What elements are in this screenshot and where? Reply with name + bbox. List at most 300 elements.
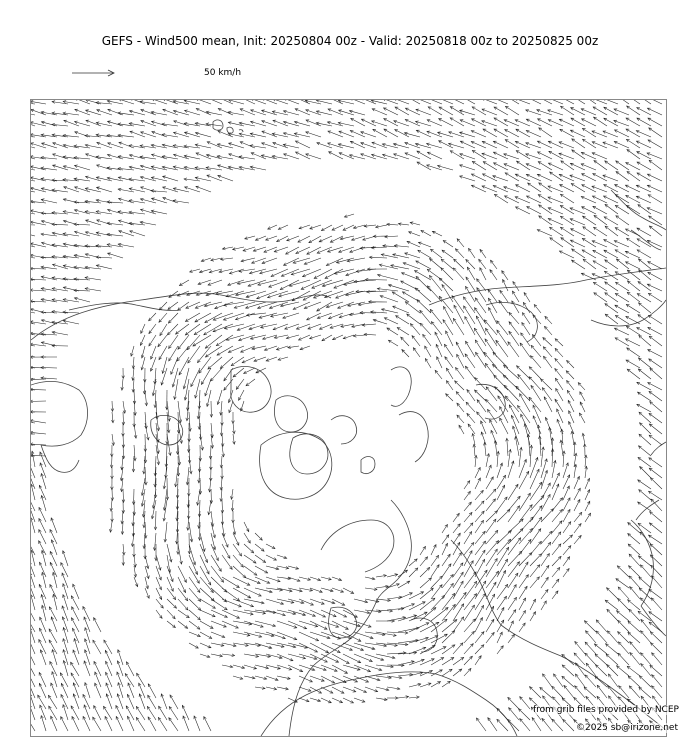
wind-arrow (532, 335, 541, 347)
wind-arrowhead (31, 573, 32, 576)
wind-arrow (585, 675, 596, 687)
wind-arrow (618, 598, 629, 610)
wind-arrow (73, 650, 79, 665)
wind-arrow (615, 130, 630, 137)
wind-arrow (179, 357, 189, 375)
wind-arrow (552, 568, 560, 578)
wind-arrow (520, 343, 530, 357)
wind-arrow (222, 555, 232, 569)
wind-arrow (471, 174, 486, 181)
wind-arrow (648, 315, 662, 324)
wind-arrow (52, 190, 68, 192)
wind-arrow (649, 491, 663, 500)
wind-arrow (476, 718, 486, 731)
wind-arrow (453, 513, 459, 522)
wind-arrow (580, 402, 585, 412)
wind-arrow (628, 534, 640, 545)
reference-arrow-icon (70, 66, 120, 80)
wind-arrow (543, 674, 553, 687)
wind-arrow (407, 314, 420, 324)
wind-arrow (649, 128, 662, 137)
wind-arrow (169, 346, 178, 361)
wind-arrow (606, 644, 619, 654)
wind-arrow (332, 643, 352, 650)
wind-arrows (31, 100, 662, 731)
wind-arrow (649, 468, 662, 478)
wind-arrow (628, 676, 640, 687)
wind-arrow (182, 705, 189, 720)
wind-arrow (211, 368, 223, 381)
wind-arrow (469, 248, 476, 258)
wind-arrow (475, 478, 480, 489)
wind-arrow (299, 643, 318, 652)
wind-arrowhead (531, 385, 534, 388)
wind-arrow (439, 119, 453, 126)
wind-arrow (441, 268, 453, 280)
wind-arrow (304, 302, 321, 308)
wind-arrow (178, 335, 189, 349)
wind-arrowhead (593, 282, 596, 285)
wind-arrow (436, 344, 442, 357)
wind-arrow (224, 379, 233, 390)
wind-arrow (31, 432, 46, 434)
wind-arrow (169, 291, 178, 298)
wind-arrow (486, 606, 494, 621)
wind-arrow (511, 415, 519, 434)
wind-arrow (630, 642, 640, 654)
wind-arrow (637, 294, 651, 302)
wind-arrow (167, 621, 175, 628)
wind-arrow (167, 599, 177, 608)
wind-arrow (456, 368, 465, 380)
wind-arrow (530, 469, 539, 489)
wind-arrow (148, 717, 156, 731)
wind-arrow (156, 434, 159, 454)
wind-arrow (494, 194, 508, 203)
wind-arrow (439, 107, 453, 115)
wind-arrow (616, 100, 629, 104)
wind-arrowhead (588, 513, 591, 516)
wind-arrow (236, 379, 244, 389)
wind-arrow (306, 120, 321, 126)
wind-arrow (149, 324, 156, 334)
wind-arrow (563, 719, 574, 731)
wind-arrow (435, 370, 442, 379)
wind-arrow (574, 512, 582, 522)
wind-arrow (159, 302, 167, 310)
wind-arrow (31, 310, 35, 313)
wind-arrow (257, 291, 277, 299)
wind-arrowhead (582, 128, 585, 131)
wind-arrow (244, 621, 263, 627)
wind-arrow (39, 541, 46, 555)
wind-arrowhead (130, 100, 133, 101)
wind-arrow (379, 265, 398, 269)
wind-arrow (604, 196, 619, 203)
wind-arrow (277, 610, 296, 614)
wind-arrow (459, 425, 464, 434)
wind-arrow (554, 674, 564, 687)
wind-arrow (525, 424, 530, 445)
wind-arrowhead (560, 206, 563, 209)
wind-arrow (169, 335, 178, 349)
wind-arrow (189, 610, 200, 620)
wind-arrow (242, 357, 255, 363)
wind-arrow (519, 586, 527, 599)
wind-arrow (505, 140, 519, 148)
wind-arrow (614, 328, 629, 335)
wind-arrow (296, 152, 311, 159)
wind-arrowhead (484, 570, 487, 573)
wind-arrowhead (450, 107, 453, 110)
wind-arrow (189, 456, 191, 474)
wind-arrowhead (31, 694, 32, 697)
wind-arrow (169, 718, 178, 731)
wind-arrow (519, 623, 525, 632)
wind-arrowhead (423, 546, 426, 549)
wind-arrow (531, 385, 541, 401)
wind-arrow (626, 139, 640, 148)
wind-arrow (31, 201, 46, 203)
wind-arrow (168, 302, 178, 310)
wind-arrow (453, 581, 463, 599)
wind-arrow (356, 269, 376, 272)
wind-arrow (574, 524, 581, 534)
wind-arrow (545, 326, 553, 335)
wind-arrow (398, 570, 408, 577)
wind-arrow (431, 322, 442, 335)
wind-arrowhead (136, 706, 139, 709)
wind-arrow (344, 280, 365, 285)
wind-arrow (550, 238, 563, 247)
wind-arrow (118, 650, 123, 665)
wind-arrow (200, 577, 213, 593)
wind-arrow (509, 708, 519, 720)
wind-arrow (594, 227, 608, 236)
wind-arrow (140, 157, 156, 159)
wind-arrow (334, 280, 354, 288)
wind-arrow (544, 356, 553, 368)
wind-arrow (530, 554, 542, 566)
wind-arrow (627, 369, 640, 379)
wind-arrow (615, 293, 629, 302)
wind-arrow (541, 509, 554, 522)
wind-arrow (208, 357, 222, 369)
wind-arrow (431, 595, 445, 610)
wind-arrowhead (582, 238, 585, 241)
wind-arrow (188, 511, 189, 530)
wind-arrow (508, 697, 519, 709)
wind-arrowhead (152, 100, 155, 101)
wind-arrowhead (194, 332, 197, 335)
wind-arrow (365, 280, 387, 281)
wind-arrow (493, 364, 509, 379)
wind-arrow (486, 477, 493, 489)
wind-arrow (540, 687, 552, 698)
wind-arrow (244, 368, 255, 374)
wind-arrow (326, 302, 343, 307)
wind-arrow (402, 273, 421, 280)
wind-arrow (149, 335, 156, 346)
wind-arrow (651, 499, 662, 511)
wind-arrow (464, 502, 471, 511)
wind-arrow (432, 231, 442, 236)
wind-arrow (630, 587, 640, 599)
wind-arrow (453, 553, 461, 566)
wind-arrow (195, 379, 200, 398)
wind-arrow (464, 532, 472, 545)
wind-arrow (31, 463, 35, 478)
wind-arrow (486, 328, 498, 346)
wind-arrow (322, 335, 332, 341)
wind-arrowhead (649, 128, 652, 131)
wind-arrow (194, 716, 200, 731)
wind-arrowhead (550, 227, 553, 230)
wind-arrow (512, 301, 519, 313)
map-title: GEFS - Wind500 mean, Init: 20250804 00z - Valid: 20250818 00z to 20250825 00z (101, 34, 599, 48)
wind-arrow (639, 335, 651, 346)
wind-arrow (228, 100, 244, 104)
wind-arrow (619, 686, 629, 698)
wind-arrow (161, 694, 167, 709)
wind-arrow (508, 449, 510, 467)
wind-arrow (534, 305, 541, 314)
wind-arrow (178, 599, 188, 610)
wind-arrow (651, 576, 662, 588)
wind-arrow (648, 118, 662, 126)
wind-arrow (277, 632, 297, 640)
wind-arrow (649, 160, 662, 170)
wind-arrow (541, 470, 547, 489)
wind-arrow (449, 144, 465, 149)
wind-arrow (164, 467, 167, 489)
wind-arrow (321, 687, 333, 693)
wind-arrow (41, 299, 57, 302)
wind-arrow (50, 662, 57, 677)
wind-arrowhead (491, 477, 494, 480)
wind-arrow (508, 551, 522, 566)
wind-arrow (453, 643, 463, 654)
wind-arrow (467, 390, 475, 402)
wind-arrow (197, 489, 200, 505)
wind-arrow (629, 566, 641, 577)
wind-arrow (513, 282, 519, 292)
wind-arrow (563, 463, 568, 478)
wind-arrowhead (31, 584, 32, 587)
wind-arrow (178, 588, 188, 601)
wind-arrow (460, 110, 475, 115)
wind-arrow (604, 185, 618, 193)
wind-arrowhead (515, 484, 518, 487)
wind-arrow (567, 381, 574, 391)
wind-arrowhead (219, 568, 222, 571)
wind-arrow (291, 269, 310, 275)
wind-arrow (639, 270, 651, 280)
wind-arrow (513, 426, 519, 445)
wind-arrow (384, 119, 398, 127)
wind-arrow (200, 621, 213, 628)
wind-arrow (452, 296, 464, 313)
wind-arrow (93, 717, 101, 731)
wind-arrow (244, 555, 256, 563)
wind-arrow (563, 522, 571, 533)
wind-arrow (648, 140, 662, 148)
wind-arrow (52, 245, 68, 247)
wind-arrow (508, 585, 516, 599)
wind-arrow (417, 300, 431, 313)
wind-arrow (310, 643, 329, 653)
wind-arrow (244, 588, 261, 596)
wind-arrow (555, 359, 563, 369)
wind-arrowhead (284, 100, 287, 101)
wind-arrow (530, 687, 542, 698)
wind-arrow (508, 597, 517, 610)
wind-arrow (40, 617, 46, 632)
wind-arrow (650, 402, 662, 412)
wind-arrow (486, 549, 497, 566)
wind-arrow (617, 566, 629, 577)
wind-arrow (650, 632, 662, 643)
wind-arrowhead (163, 100, 166, 101)
wind-arrow (604, 118, 618, 126)
wind-arrow (51, 683, 57, 698)
wind-arrow (566, 371, 574, 379)
wind-arrow (221, 456, 222, 468)
wind-arrow (546, 417, 553, 434)
wind-arrow (520, 394, 530, 412)
wind-arrowhead (626, 139, 629, 142)
wind-arrow (288, 610, 306, 615)
wind-arrow (539, 183, 552, 192)
wind-arrow (247, 313, 266, 315)
wind-arrow (457, 415, 464, 423)
wind-arrowhead (445, 525, 448, 528)
wind-arrow (332, 632, 351, 639)
wind-arrow (160, 324, 167, 336)
wind-arrowhead (524, 293, 527, 296)
wind-arrow (649, 435, 662, 445)
wind-arrow (627, 666, 640, 676)
wind-arrow (189, 522, 192, 542)
wind-arrow (278, 225, 288, 229)
wind-arrow (606, 654, 618, 665)
wind-arrow (468, 424, 475, 434)
wind-arrow (455, 381, 464, 390)
wind-arrow (233, 368, 244, 377)
wind-arrow (148, 684, 156, 698)
wind-arrow (409, 568, 418, 577)
wind-arrow (559, 251, 574, 258)
wind-arrow (488, 718, 497, 731)
wind-arrow (578, 383, 585, 390)
wind-arrow (442, 669, 452, 676)
wind-arrow (74, 224, 90, 225)
wind-arrow (560, 185, 574, 192)
coastlines (31, 120, 666, 736)
wind-arrow (651, 643, 663, 654)
wind-arrow (244, 544, 254, 553)
wind-arrow (552, 556, 561, 566)
wind-arrow (552, 509, 563, 522)
wind-arrow (83, 716, 90, 731)
wind-arrow (638, 457, 651, 467)
wind-arrow (574, 535, 581, 544)
wind-arrowhead (515, 100, 518, 101)
wind-arrow (231, 357, 244, 366)
wind-arrow (626, 195, 640, 203)
wind-arrow (641, 619, 651, 632)
wind-arrow (429, 276, 442, 292)
wind-arrow (85, 683, 90, 698)
wind-arrow (497, 547, 509, 566)
wind-arrow (343, 665, 360, 670)
wind-arrow (555, 339, 563, 346)
wind-arrow (289, 280, 310, 286)
wind-arrow (576, 663, 586, 676)
wind-arrow (75, 100, 90, 104)
wind-arrow (427, 120, 442, 126)
wind-arrow (574, 500, 580, 512)
wind-arrow (497, 608, 504, 622)
wind-arrow (497, 509, 510, 522)
wind-arrow (497, 463, 502, 478)
wind-arrow (144, 511, 145, 528)
wind-arrowhead (560, 194, 563, 197)
wind-arrow (466, 402, 475, 412)
wind-arrowhead (491, 619, 494, 622)
wind-arrow (652, 653, 662, 665)
wind-arrow (246, 379, 255, 386)
wind-arrow (151, 357, 156, 371)
wind-arrowhead (482, 100, 485, 101)
wind-arrow (189, 621, 200, 629)
wind-arrow (637, 228, 651, 236)
wind-arrowhead (196, 100, 199, 101)
wind-arrowhead (169, 358, 172, 361)
wind-arrow (586, 631, 597, 643)
wind-arrow (618, 632, 629, 643)
wind-arrow (288, 621, 307, 629)
wind-arrow (387, 328, 398, 335)
wind-arrow (156, 599, 163, 608)
wind-arrow (217, 346, 233, 355)
wind-arrow (508, 496, 520, 511)
wind-arrowhead (31, 474, 32, 477)
wind-arrow (384, 108, 399, 115)
wind-arrow (542, 718, 552, 731)
wind-arrow (284, 154, 299, 159)
wind-arrow (420, 323, 431, 335)
wind-arrow (200, 544, 208, 563)
wind-arrow (607, 588, 619, 599)
wind-arrow (401, 337, 409, 346)
wind-arrow (647, 185, 662, 192)
wind-arrow (376, 654, 395, 658)
wind-arrow (638, 369, 651, 379)
wind-arrow (541, 447, 543, 467)
wind-arrowhead (31, 507, 32, 510)
wind-arrow (626, 360, 640, 368)
wind-arrow (423, 334, 431, 346)
wind-arrow (301, 280, 321, 289)
wind-arrow (224, 368, 233, 381)
wind-arrow (39, 683, 46, 698)
wind-arrow (63, 551, 68, 566)
wind-arrow (239, 269, 255, 272)
wind-arrow (236, 291, 255, 295)
wind-arrow (149, 313, 156, 321)
wind-arrow (526, 154, 541, 159)
